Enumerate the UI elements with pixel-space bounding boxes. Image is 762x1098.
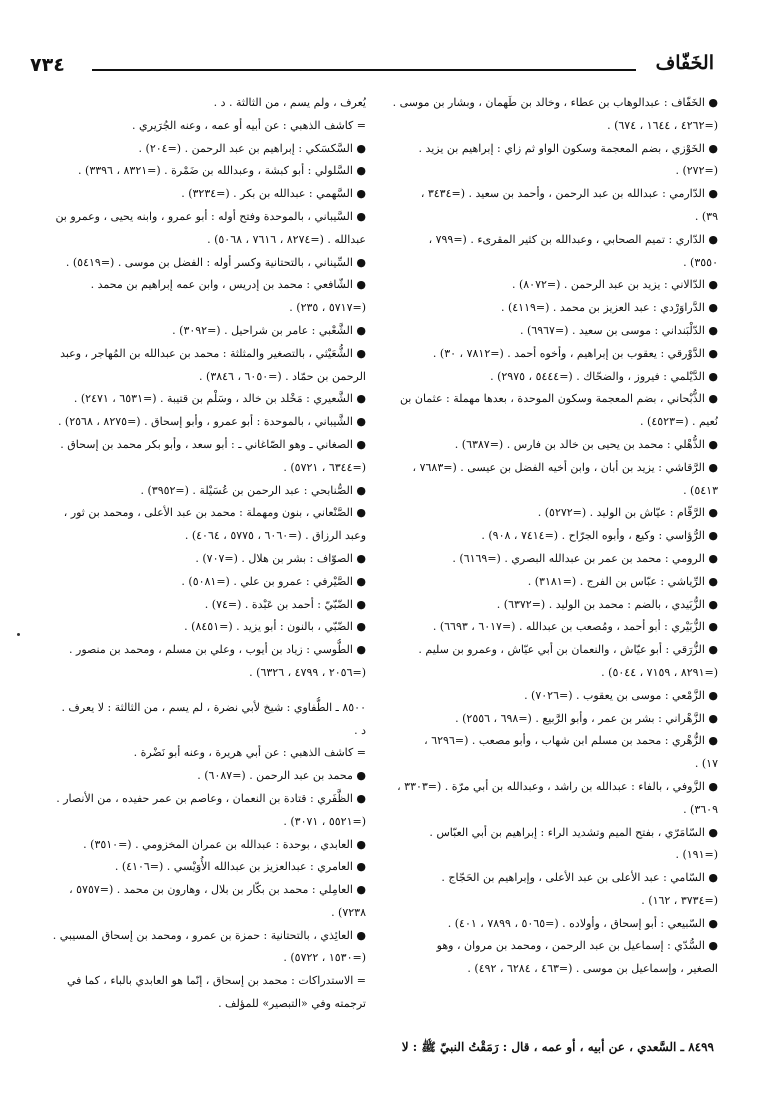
text-line: = الاستدراكات : محمد بن إسحاق ، إنّما هو العابدي بالباء ، كما في [66, 974, 366, 988]
text-line: ● العامري : عبدالعزيز بن عبدالله الأُوَيْسي . (=٤١٠٦) . [114, 860, 366, 874]
text-line: (=٨٢٩١ ، ٧١٥٩ ، ٥٠٤٤) . [601, 665, 718, 679]
text-line: د . [354, 723, 366, 737]
text-line: ● السَّهمي : عبدالله بن بكر . (=٣٢٣٤) . [181, 187, 366, 201]
text-line: ● السّبيعي : أبو إسحاق ، وأولاده . (=٥٠٦٥ ، ٧٨٩٩ ، ٤٠١) . [447, 916, 718, 930]
text-line: ٣٩) . [694, 209, 718, 223]
text-line: الرحمن بن حمّاد . (=٦٠٥٠ ، ٣٨٤٦) . [199, 369, 366, 383]
header-rule [92, 69, 636, 71]
text-line: ● السّامي : عبد الأعلى بن عبد الأعلى ، وإبراهيم بن الحَجّاج . [441, 871, 718, 885]
text-line: (=٦٣٤٤ ، ٥٧٢١) . [283, 460, 366, 474]
text-line: الصغير ، وإسماعيل بن موسى . (=٤٦٣ ، ٦٢٨٤ ، ٤٩٢) . [467, 962, 718, 976]
text-line: ● الزَّهْراني : بشر بن عمر ، وأبو الرَّبيع . (=٦٩٨ ، ٢٥٥٦) . [455, 711, 718, 725]
text-line: ● الزُّرَقي : أبو عيّاش ، والنعمان بن أبي عيّاش ، وعمرو بن سليم . [418, 643, 718, 657]
text-line: (=٤٢٦٢ ، ١٦٤٤ ، ٦٧٤) . [607, 118, 718, 132]
text-line: ● الذُّبْحاني ، بضم المعجمة وسكون الموحدة ، بعدها مهملة : عثمان بن [399, 392, 718, 406]
text-line: ● الزُّهْري : محمد بن مسلم ابن شهاب ، وأبو مصعب . (=٦٢٩٦ ، [424, 734, 718, 748]
page-number: ٧٣٤ [30, 54, 65, 76]
text-line: ● الظَّفَري : قتادة بن النعمان ، وعاصم بن عمر حفيده ، من الأنصار . [56, 791, 366, 805]
text-line: ● الرُّؤاسي : وكيع ، وأبوه الجرّاح . (=٧٤١٤ ، ٩٠٨) . [481, 529, 718, 543]
text-line: ٨٥٠٠ ـ الطُّفاوي : شيخ لأبي نضرة ، لم يسم ، من الثالثة : لا يعرف . [61, 700, 366, 714]
text-line: ● السُّدّي : إسماعيل بن عبد الرحمن ، ومحمد بن مروان ، وهو [436, 939, 718, 953]
text-line: ● الزُّبَيدي ، بالضم : محمد بن الوليد . (=٦٣٧٢) . [496, 597, 718, 611]
text-line: ٣٦٠٩) . [683, 802, 718, 816]
text-line: ٧٢٣٨) . [331, 905, 366, 919]
right-column [388, 92, 718, 981]
text-line: ● الطُّوسي : زياد بن أيوب ، وعلي بن مسلم ، ومحمد بن منصور . [69, 643, 366, 657]
text-line: (=٢٠٥٦ ، ٤٧٩٩ ، ٦٣٢٦) . [249, 665, 366, 679]
text-line: ● الزَّوفي ، بالفاء : عبدالله بن راشد ، وعبدالله بن أبي مرّة . (=٣٣٠٣ ، [397, 779, 718, 793]
text-line: ● الصغاني ـ وهو الصّاغاني ـ : أبو سعد ، وأبو بكر محمد بن إسحاق . [60, 437, 366, 451]
text-line: ● الدّلْبَنداني : موسى بن سعيد . (=٦٩٦٧) . [520, 323, 718, 337]
text-line: = كاشف الذهبي : عن أبي هريرة ، وعنه أبو نَضْرة . [133, 746, 366, 760]
text-line: ● الشَّعيري : مَخْلد بن خالد ، وسَلْم بن قتيبة . (=٦٥٣١ ، ٢٤٧١) . [73, 392, 366, 406]
text-line: ٥٤١٣) . [683, 483, 718, 497]
text-line: ● محمد بن عبد الرحمن . (=٦٠٨٧) . [197, 769, 366, 783]
text-line: ترجمته وفي «التبصير» للمؤلف . [218, 997, 366, 1011]
text-line: نُعيم . (=٤٥٢٣) . [640, 415, 718, 429]
text-line: ● الشَّيباني ، بالموحدة : أبو عمرو ، وأبو إسحاق . (=٨٢٧٥ ، ٢٥٦٨) . [57, 415, 366, 429]
text-line: يُعرف ، ولم يسم ، من الثالثة . د . [213, 96, 366, 109]
footer-entry: ٨٤٩٩ ـ السَّعدي ، عن أبيه ، أو عمه ، قال : رَمَقْتُ النبيّ ﷺ : لا [401, 1040, 714, 1054]
text-line: ● الزَّمْعي : موسى بن يعقوب . (=٧٠٢٦) . [524, 688, 718, 702]
text-line: (=١٩١) . [675, 848, 718, 862]
text-line: ● الصَّنْعاني ، بنون ومهملة : محمد بن عبد الأعلى ، ومحمد بن ثور ، [63, 506, 366, 520]
text-line: ● الدّارمي : عبدالله بن عبد الرحمن ، وأحمد بن سعيد . (=٣٤٣٤ ، [420, 187, 718, 201]
text-line: ● الصَّيْرفي : عمرو بن علي . (=٥٠٨١) . [181, 574, 366, 588]
text-line: ● الخَفّاف : عبدالوهاب بن عطاء ، وخالد بن طَهمان ، وبشار بن موسى . [392, 96, 718, 109]
text-line: ● الشُّعَيْثي ، بالتصغير والمثلثة : محمد بن عبدالله بن المُهاجر ، وعبد [60, 346, 366, 360]
text-line: وعبد الرزاق . (=٦٠٦٠ ، ٥٧٧٥ ، ٤٠٦٤) . [184, 529, 366, 543]
text-line: = كاشف الذهبي : عن أبيه أو عمه ، وعنه الجُرَيري . [132, 118, 366, 132]
text-line: ● الشَّعْبي : عامر بن شراحيل . (=٣٠٩٢) . [172, 323, 366, 337]
text-line: (=٥٧١٧ ، ٢٣٥) . [289, 301, 366, 315]
text-line: ● العابدي ، بوحدة : عبدالله بن عمران المخزومي . (=٣٥١٠) . [83, 837, 366, 851]
running-head: الخَفّاف [655, 52, 714, 74]
text-line: ● الضّبّي ، بالنون : أبو يزيد . (=٨٤٥١) . [184, 620, 366, 634]
text-line: ● الدّاري : تميم الصحابي ، وعبدالله بن كثير المقرىء . (=٧٩٩ ، [428, 232, 718, 246]
text-line: ● الشّافعي : محمد بن إدريس ، وابن عمه إبراهيم بن محمد . [90, 278, 366, 292]
text-line: ● الخَوْزي ، بضم المعجمة وسكون الواو ثم زاي : إبراهيم بن يزيد . [418, 141, 718, 155]
text-line: ● السِّيناني ، بالتحتانية وكسر أوله : الفضل بن موسى . (=٥٤١٩) . [65, 255, 366, 269]
text-line: عبدالله . (=٨٢٧٤ ، ٧٦١٦ ، ٥٠٦٨) . [207, 232, 366, 246]
text-line: ● الدّالاني : يزيد بن عبد الرحمن . (=٨٠٧٢) . [511, 278, 718, 292]
text-line: ● السَّلولي : أبو كبشة ، وعبدالله بن ضَمْرة . (=٨٣٢١ ، ٣٣٩٦) . [78, 164, 366, 178]
text-line: (=١٥٣٠ ، ٥٧٢٢) . [283, 951, 366, 965]
text-line: ● الصُّنابحي : عبد الرحمن بن عُسَيْلة . (=٣٩٥٢) . [140, 483, 366, 497]
text-line: ● الزُّبَيْري : أبو أحمد ، ومُصعب بن عبدالله . (=٦٠١٧ ، ٦٦٩٣) . [432, 620, 718, 634]
text-line: ● الضّبّيّ : أحمد بن عَبْدة . (=٧٤) . [204, 597, 366, 611]
text-line: ● العامِلي : محمد بن بكّار بن بلال ، وهارون بن محمد . (=٥٧٥٧ ، [69, 883, 366, 897]
text-line: ● الدَّيْلمي : فيروز ، والضحّاك . (=٥٤٤٤ ، ٢٩٧٥) . [490, 369, 718, 383]
text-line: ● السّامَرّي ، بفتح الميم وتشديد الراء : إبراهيم بن أبي العبّاس . [429, 825, 718, 839]
text-line: ● الرومي : محمد بن عمر بن عبدالله البصري . (=٦١٦٩) . [452, 551, 718, 565]
text-line: (=٥٥٢١ ، ٣٠٧١) . [283, 814, 366, 828]
margin-mark [17, 633, 20, 636]
text-line: ● السَّيباني ، بالموحدة وفتح أوله : أبو عمرو ، وابنه يحيى ، وعمرو بن [55, 209, 366, 223]
text-line: (=٢٧٢) . [675, 164, 718, 178]
entry-separator [33, 685, 366, 697]
text-line: (=٣٧٣٤ ، ١٦٢) . [641, 893, 718, 907]
page-header [30, 54, 714, 84]
text-line: ● الرَّقاشي : يزيد بن أبان ، وابن أخيه الفضل بن عيسى . (=٧٦٨٣ ، [412, 460, 718, 474]
text-line: ● الرَّقّام : عيّاش بن الوليد . (=٥٢٧٢) . [537, 506, 718, 520]
left-column [33, 92, 366, 1016]
text-line: ● الرِّياشي : عبّاس بن الفرج . (=٣١٨١) . [527, 574, 718, 588]
text-line: ● العائِذي ، بالتحتانية : حمزة بن عمرو ، ومحمد بن إسحاق المسيبي . [52, 928, 366, 942]
text-line: ١٧) . [694, 757, 718, 771]
text-line: ٣٥٥٠) . [683, 255, 718, 269]
text-line: ● الصوّاف : بشر بن هلال . (=٧٠٧) . [195, 551, 366, 565]
text-line: ● الذُّهْلي : محمد بن يحيى بن خالد بن فارس . (=٦٣٨٧) . [454, 437, 718, 451]
text-line: ● السَّكسَكي : إبراهيم بن عبد الرحمن . (=٢٠٤) . [138, 141, 366, 155]
text-line: ● الدَّراوَرْدي : عبد العزيز بن محمد . (=٤١١٩) . [500, 301, 718, 315]
text-line: ● الدَّوْرقي : يعقوب بن إبراهيم ، وأخوه أحمد . (=٧٨١٢ ، ٣٠) . [432, 346, 718, 360]
